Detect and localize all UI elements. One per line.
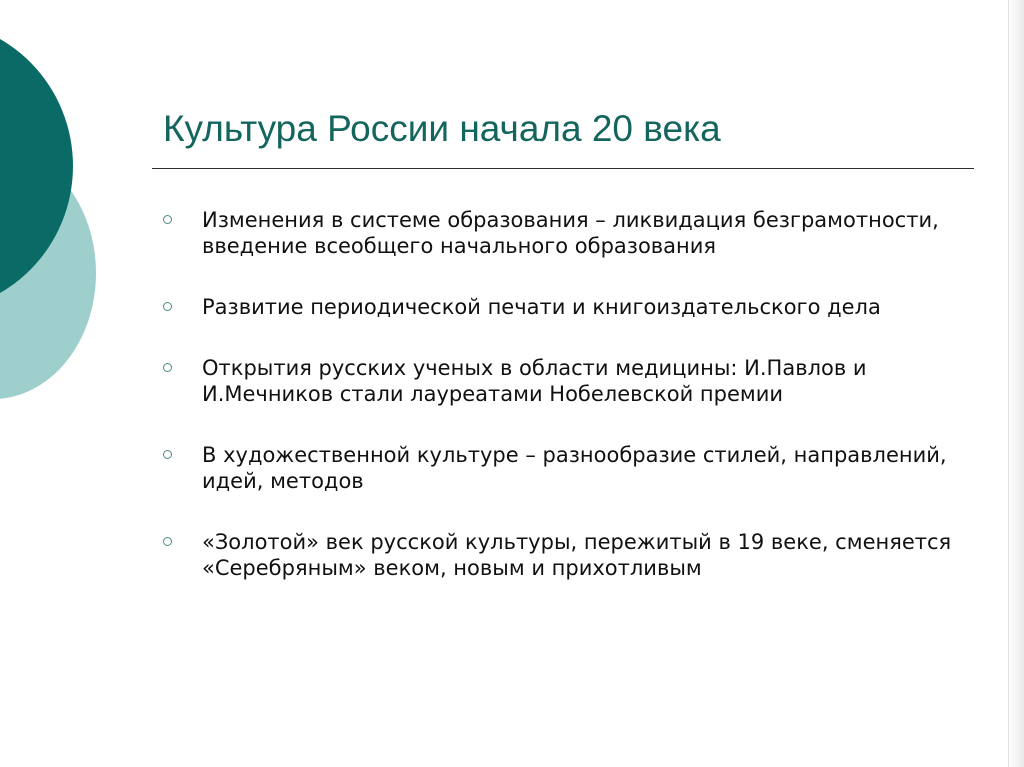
bullet-item [160,529,975,581]
slide-title: Культура России начала 20 века [163,108,721,149]
bullet-text: Развитие периодической печати и книгоиздательского дела [202,295,881,319]
bullet-text: «Золотой» век русской культуры, пережитый в 19 веке, сменяется «Серебряным» веком, новым и прихотливым [202,530,952,580]
hollow-circle-bullet-icon [163,450,172,459]
hollow-circle-bullet-icon [163,537,172,546]
title-divider [152,168,974,169]
slide-edge-shadow [1008,0,1024,767]
bullet-text: Изменения в системе образования – ликвидация безграмотности, введение всеобщего начального образования [202,208,939,258]
bullet-item [160,442,975,494]
bullet-item [160,355,975,407]
bullet-list [160,207,975,616]
hollow-circle-bullet-icon [163,363,172,372]
hollow-circle-bullet-icon [163,215,172,224]
bullet-item [160,207,975,259]
hollow-circle-bullet-icon [163,302,172,311]
bullet-text: Открытия русских ученых в области медицины: И.Павлов и И.Мечников стали лауреатами Нобелевской премии [202,356,867,406]
bullet-text: В художественной культуре – разнообразие стилей, направлений, идей, методов [202,443,947,493]
bullet-item [160,294,975,320]
